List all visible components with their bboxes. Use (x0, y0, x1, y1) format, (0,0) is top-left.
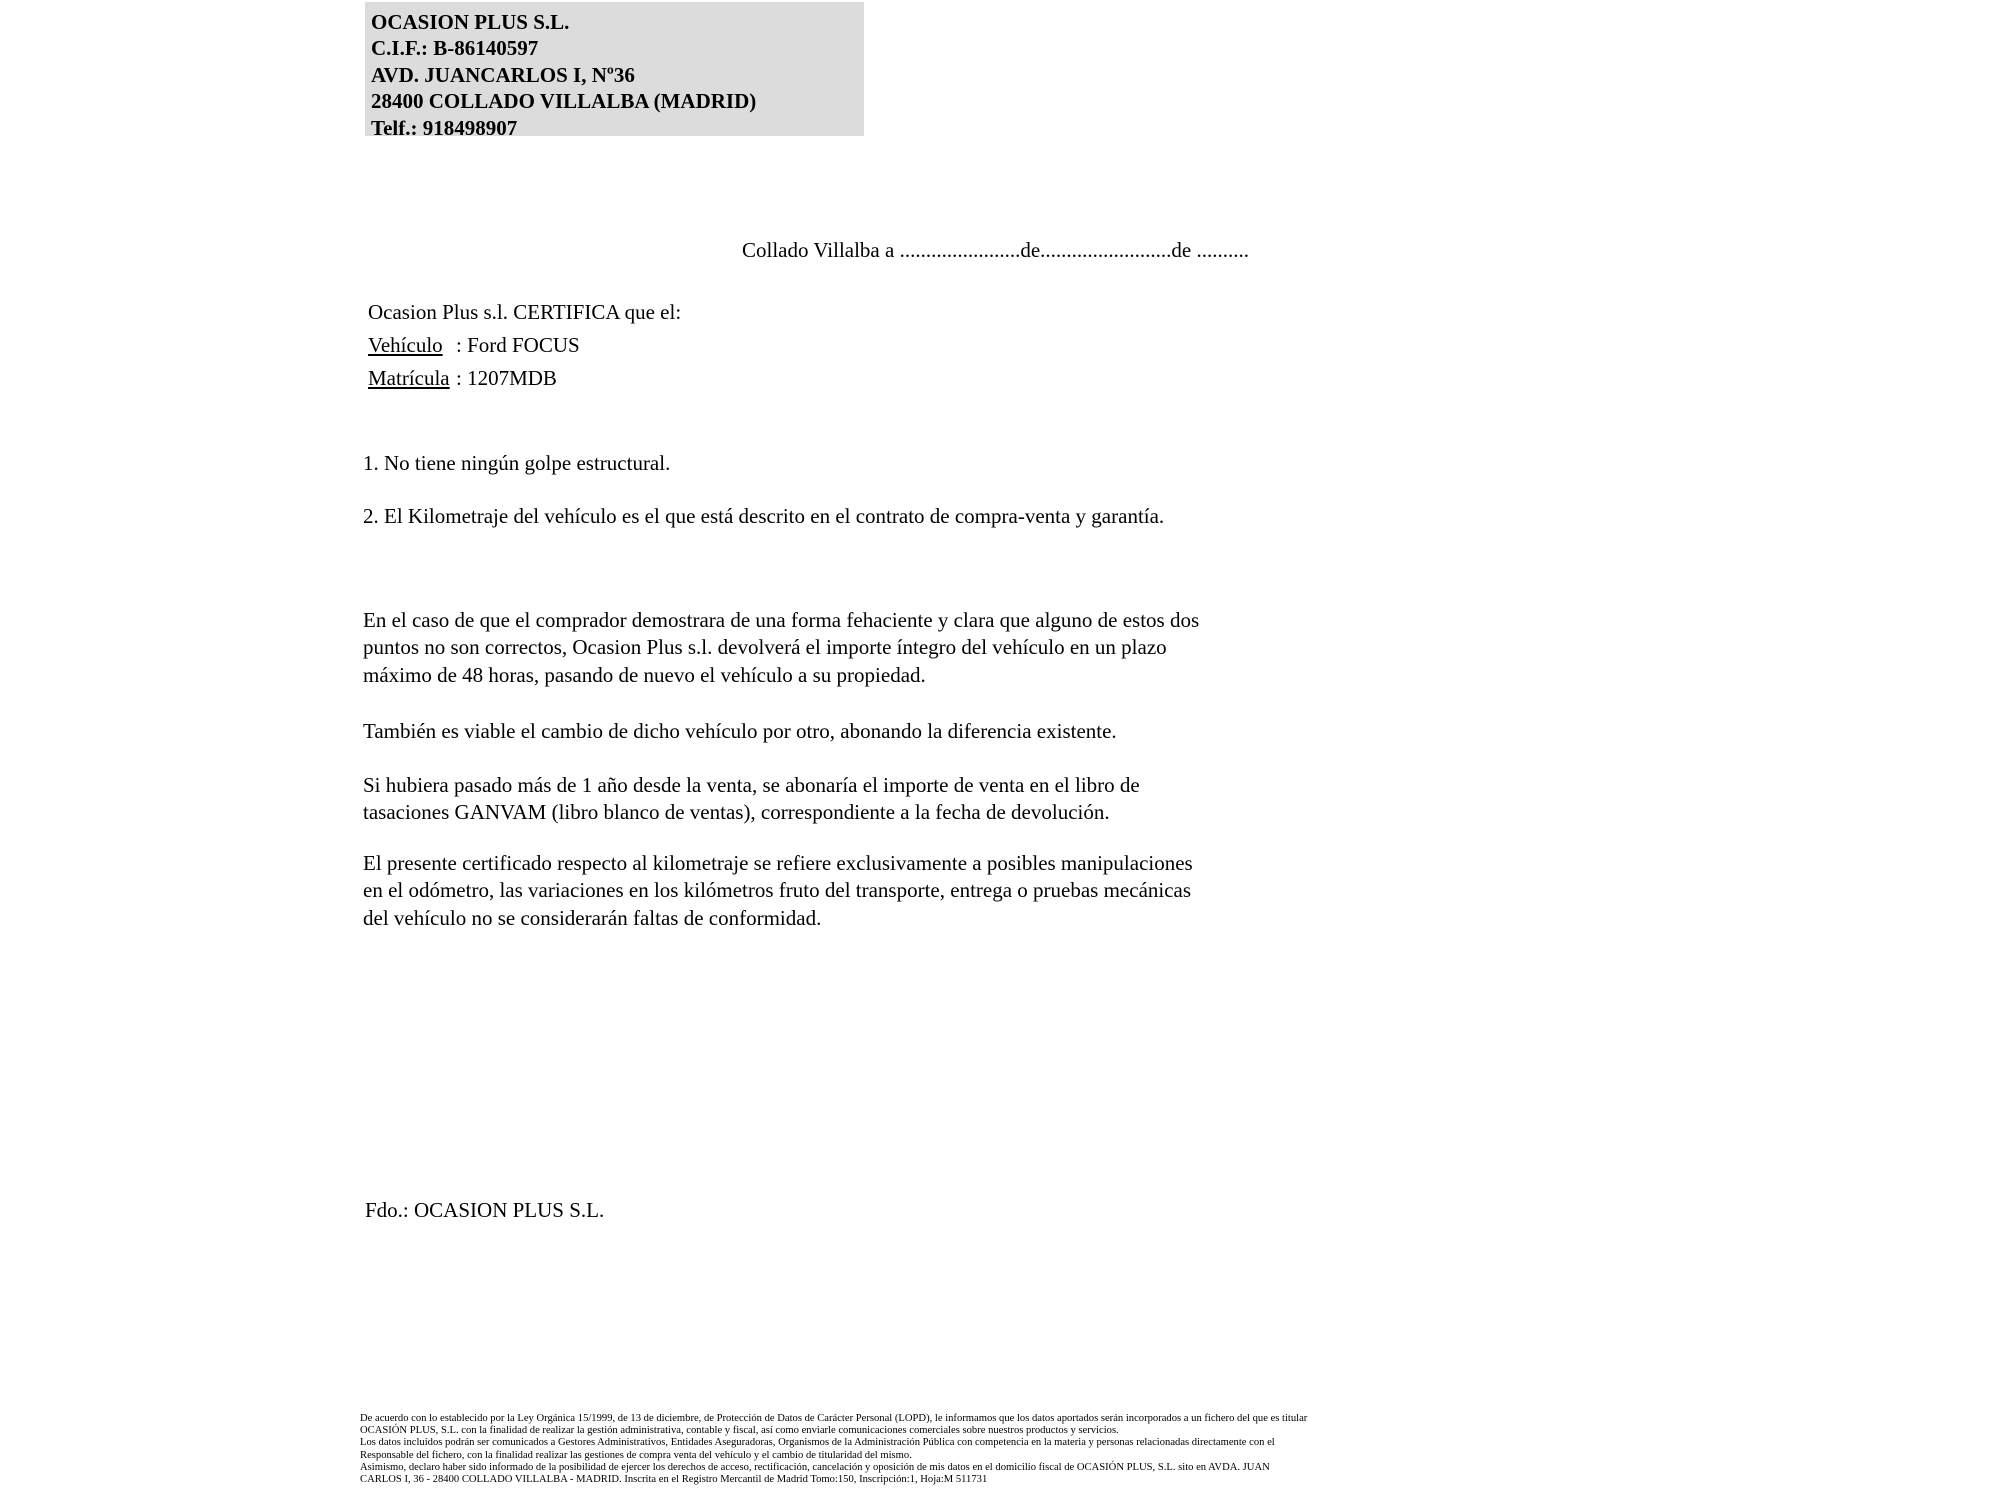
plate-label: Matrícula (368, 366, 450, 390)
legal-footer-line: De acuerdo con lo establecido por la Ley Orgánica 15/1999, de 13 de diciembre, de Protección de Datos de Carácter Personal (LOPD), le informamos que los datos aportados serán incorporados a un fichero del que es titular (360, 1413, 1308, 1424)
legal-footer (360, 1413, 1307, 1486)
date-line: Collado Villalba a .......................de.........................de .......... (742, 238, 1249, 262)
certification-block (368, 296, 681, 395)
odometer-paragraph: El presente certificado respecto al kilometraje se refiere exclusivamente a posibles manipulaciones en el odómetro, las variaciones en los kilómetros fruto del transporte, entrega o pruebas mecánicas del vehículo no se considerarán faltas de conformidad. (363, 851, 1193, 930)
certified-point-1: 1. No tiene ningún golpe estructural. (363, 451, 671, 475)
company-city: 28400 COLLADO VILLALBA (MADRID) (371, 89, 757, 114)
legal-footer-line: Asimismo, declaro haber sido informado de la posibilidad de ejercer los derechos de acceso, rectificación, cancelación y oposición de mis datos en el domicilio fiscal de OCASIÓN PLUS, S.L. sito en AVDA. JUAN (360, 1461, 1270, 1473)
company-cif: C.I.F.: B-86140597 (371, 36, 539, 61)
vehicle-row (368, 329, 681, 362)
signature-line: Fdo.: OCASION PLUS S.L. (365, 1198, 605, 1222)
legal-footer-line: Los datos incluidos podrán ser comunicados a Gestores Administrativos, Entidades Aseguradoras, Organismos de la Administración Pública con competencia en la materia y personas relacionadas directamente con el (360, 1437, 1275, 1449)
ganvam-paragraph: Si hubiera pasado más de 1 año desde la venta, se abonaría el importe de venta en el libro de tasaciones GANVAM (libro blanco de ventas), correspondiente a la fecha de devolución. (363, 773, 1140, 825)
exchange-paragraph: También es viable el cambio de dicho vehículo por otro, abonando la diferencia existente. (363, 719, 1117, 743)
vehicle-value: : Ford FOCUS (456, 333, 580, 357)
certified-point-2: 2. El Kilometraje del vehículo es el que está descrito en el contrato de compra-venta y garantía. (363, 504, 1165, 528)
plate-value: : 1207MDB (456, 366, 557, 390)
refund-paragraph: En el caso de que el comprador demostrara de una forma fehaciente y clara que alguno de estos dos puntos no son correctos, Ocasion Plus s.l. devolverá el importe íntegro del vehículo en un plazo máximo de 48 horas, pasando de nuevo el vehículo a su propiedad. (363, 608, 1200, 687)
company-header (365, 2, 864, 140)
legal-footer-line: CARLOS I, 36 - 28400 COLLADO VILLALBA - MADRID. Inscrita en el Registro Mercantil de Madrid Tomo:150, Inscripción:1, Hoja:M 511731 (360, 1474, 988, 1486)
legal-footer-line: Responsable del fichero, con la finalidad realizar las gestiones de compra venta del vehículo y el cambio de titularidad del mismo. (360, 1449, 912, 1461)
legal-footer-line: OCASIÓN PLUS, S.L. con la finalidad de realizar la gestión administrativa, contable y fiscal, así como enviarle comunicaciones comerciales sobre nuestros productos y servicios. (360, 1425, 1119, 1437)
company-address: AVD. JUANCARLOS I, Nº36 (371, 62, 635, 87)
certification-intro: Ocasion Plus s.l. CERTIFICA que el: (368, 300, 682, 324)
company-name: OCASION PLUS S.L. (371, 10, 570, 34)
plate-row (368, 362, 681, 395)
company-phone: Telf.: 918498907 (371, 115, 518, 140)
vehicle-label: Vehículo (368, 333, 443, 357)
